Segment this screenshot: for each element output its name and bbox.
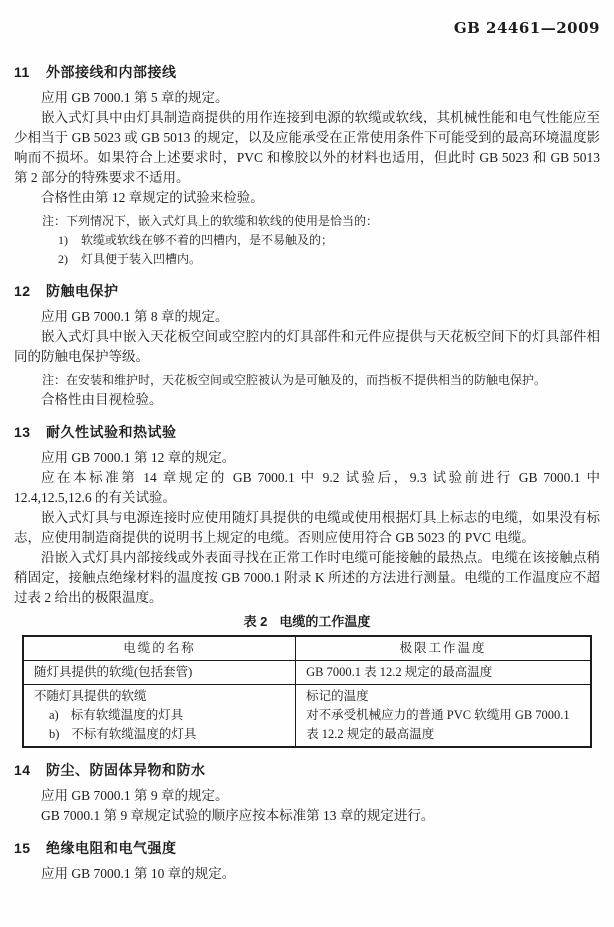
note-item-2-text: 灯具便于装入凹槽内。 (81, 252, 202, 266)
table-header-row (23, 636, 591, 661)
section-12-title: 防触电保护 (46, 283, 119, 299)
section-12-heading (14, 282, 600, 301)
section-14-paragraph-2: GB 7000.1 第 9 章规定试验的顺序应按本标准第 13 章的规定进行。 (41, 808, 435, 823)
section-15-title: 绝缘电阻和电气强度 (46, 840, 177, 856)
item-b-marker: b) (49, 727, 60, 741)
table-row-2-name-line-1: 不随灯具提供的软缆 (34, 689, 147, 703)
section-13-paragraph-2: 应在本标准第 14 章规定的 GB 7000.1 中 9.2 试验后，9.3 试验前进行 GB 7000.1 中 12.4,12.5,12.6 的有关试验。 (14, 470, 600, 505)
section-12-paragraph-1: 应用 GB 7000.1 第 8 章的规定。 (41, 309, 229, 324)
section-11-number: 11 (14, 64, 30, 80)
table-row-2-cable-name (23, 685, 296, 748)
section-13-paragraph-3: 嵌入式灯具与电源连接时应使用随灯具提供的电缆或使用根据灯具上标志的电缆，如果没有标志，应使用制造商提供的说明书上规定的电缆。否则应使用符合 GB 5023 的 PVC 电缆。 (14, 510, 600, 545)
item-b-text: 不标有软缆温度的灯具 (71, 727, 197, 741)
note-item-1-marker: 1) (58, 233, 68, 247)
table-row-2-item-b (49, 725, 285, 744)
section-11-paragraph-3: 合格性由第 12 章规定的试验来检验。 (41, 190, 264, 205)
section-11-paragraph-2: 嵌入式灯具中由灯具制造商提供的用作连接到电源的软缆或软线，其机械性能和电气性能应至少相当于 GB 5023 或 GB 5013 的规定，以及应能承受在正常使用条件下可能受到的最高环境温度影响而不损坏。如果符合上述要求时，PVC 和橡胶以外的材料也适用，但此时 GB 5023 和 GB 5013 第 2 部分的特殊要求不适用。 (14, 110, 600, 185)
section-13-title: 耐久性试验和热试验 (46, 424, 177, 440)
section-14-heading (14, 761, 600, 780)
section-11-heading (14, 63, 600, 82)
section-11-title: 外部接线和内部接线 (46, 64, 177, 80)
section-11-note-item-1 (58, 231, 600, 250)
table-2-caption (14, 613, 600, 631)
section-12-paragraph-3: 合格性由目视检验。 (41, 392, 163, 407)
table-row-2-limit-line-1: 标记的温度 (306, 689, 369, 703)
section-12-number: 12 (14, 283, 31, 299)
section-12-note: 注：在安装和维护时，天花板空间或空腔被认为是可触及的，而挡板不提供相当的防触电保护。 (42, 373, 547, 387)
section-14-paragraph-1: 应用 GB 7000.1 第 9 章的规定。 (41, 788, 229, 803)
section-13-paragraph-1: 应用 GB 7000.1 第 12 章的规定。 (41, 450, 236, 465)
note-item-1-text: 软缆或软线在够不着的凹槽内，是不易触及的； (81, 233, 334, 247)
section-11-paragraph-1: 应用 GB 7000.1 第 5 章的规定。 (41, 90, 229, 105)
table-row-2-item-a (49, 706, 285, 725)
section-14-number: 14 (14, 762, 31, 778)
section-12-paragraph-2: 嵌入式灯具中嵌入天花板空间或空腔内的灯具部件和元件应提供与天花板空间下的灯具部件相同的防触电保护等级。 (14, 329, 600, 364)
section-15-paragraph-1: 应用 GB 7000.1 第 10 章的规定。 (41, 866, 236, 881)
table-2-caption-label: 表 2 (243, 614, 268, 629)
item-a-marker: a) (49, 708, 59, 722)
table-row-2-limit-line-2: 对不承受机械应力的普通 PVC 软缆用 GB 7000.1 表 12.2 规定的最高温度 (306, 708, 570, 741)
note-item-2-marker: 2) (58, 252, 68, 266)
section-13-heading (14, 423, 600, 442)
standard-code: GB 24461—2009 (453, 19, 600, 37)
section-11-note: 注：下列情况下，嵌入式灯具上的软缆和软线的使用是恰当的： (42, 214, 379, 228)
table-header-limit-temperature: 极限工作温度 (296, 636, 591, 661)
section-13-number: 13 (14, 424, 31, 440)
table-row-1-limit: GB 7000.1 表 12.2 规定的最高温度 (296, 661, 591, 685)
table-header-cable-name: 电缆的名称 (23, 636, 296, 661)
section-11-note-item-2 (58, 250, 600, 269)
table-row-1 (23, 661, 591, 685)
table-row-1-cable-name: 随灯具提供的软缆(包括套管) (23, 661, 296, 685)
section-13-paragraph-4: 沿嵌入式灯具内部接线或外表面寻找在正常工作时电缆可能接触的最热点。电缆在该接触点稍稍固定，接触点绝缘材料的温度按 GB 7000.1 附录 K 所述的方法进行测量。电缆的工作温度应不超过表 2 给出的极限温度。 (14, 550, 600, 605)
table-row-2 (23, 685, 591, 748)
section-15-heading (14, 839, 600, 858)
item-a-text: 标有软缆温度的灯具 (70, 708, 184, 722)
table-2-cable-working-temperature (22, 635, 592, 748)
table-row-2-limit (296, 685, 591, 748)
section-15-number: 15 (14, 840, 31, 856)
section-14-title: 防尘、防固体异物和防水 (46, 762, 206, 778)
table-2-caption-title: 电缆的工作温度 (279, 614, 371, 629)
